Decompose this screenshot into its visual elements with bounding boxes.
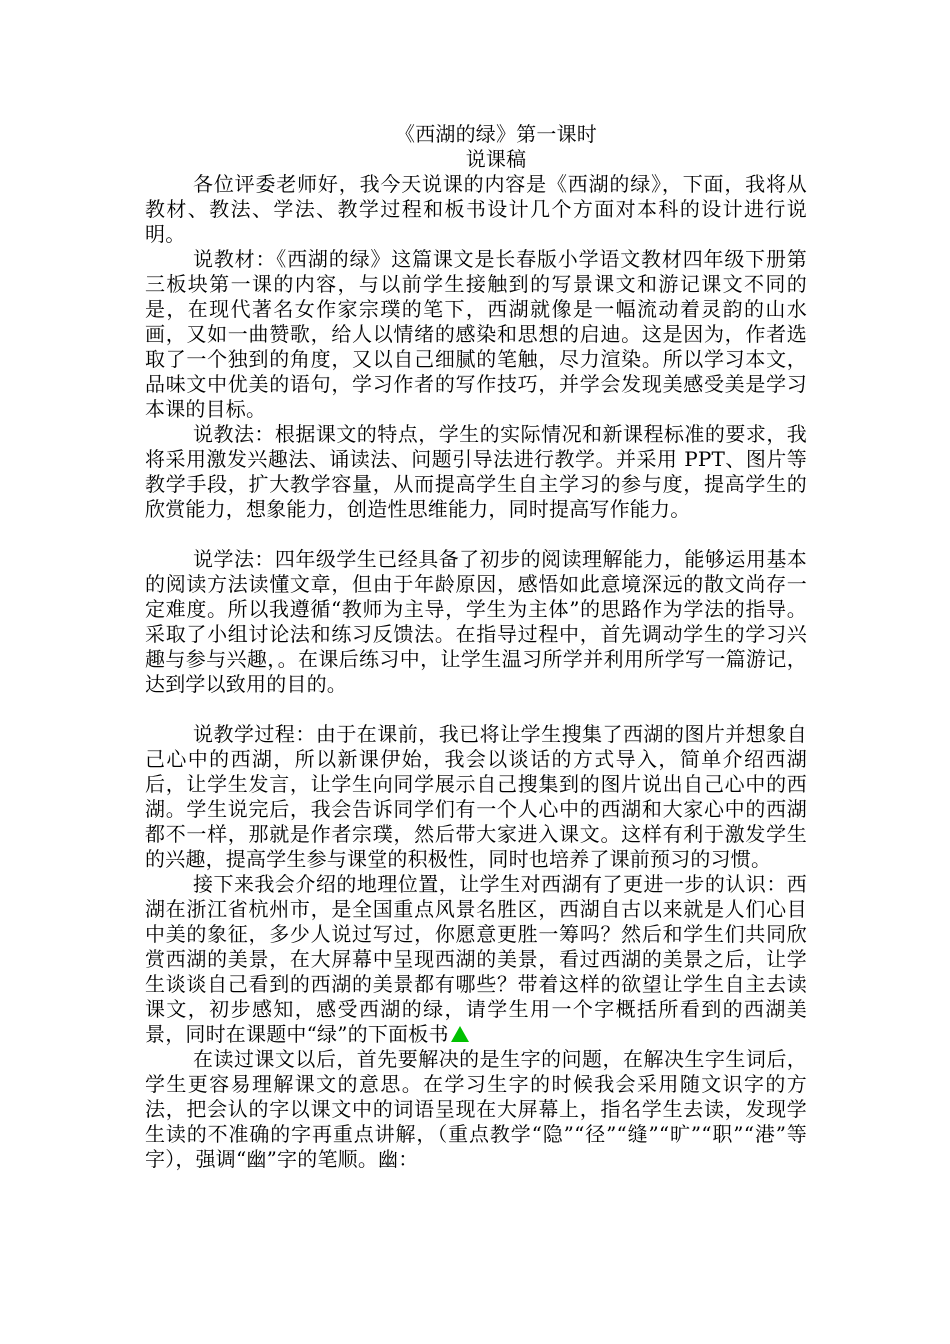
paragraph-spacer xyxy=(145,522,807,547)
paragraph-process: 说教学过程：由于在课前，我已将让学生搜集了西湖的图片并想象自己心中的西湖，所以新课伊始，我会以谈话的方式导入，简单介绍西湖后，让学生发言，让学生向同学展示自己搜集到的图片说出自己心中的西湖。学生说完后，我会告诉同学们有一个人心中的西湖和大家心中的西湖都不一样，那就是作者宗璞，然后带大家进入课文。这样有利于激发学生的兴趣，提高学生参与课堂的积极性，同时也培养了课前预习的习惯。 xyxy=(145,722,807,871)
green-triangle-icon xyxy=(451,1026,469,1042)
paragraph-geography-text: 接下来我会介绍的地理位置，让学生对西湖有了更进一步的认识：西湖在浙江省杭州市，是全国重点风景名胜区，西湖自古以来就是人们心目中美的象征，多少人说过写过，你愿意更胜一筹吗？然后和学生们共同欣赏西湖的美景，在大屏幕中呈现西湖的美景，看过西湖的美景之后，让学生谈谈自己看到的西湖的美景都有哪些？带着这样的欲望让学生自主去读课文，初步感知，感受西湖的绿，请学生用一个字概括所看到的西湖美景，同时在课题中“绿”的下面板书 xyxy=(145,872,807,1046)
document-subtitle: 说课稿 xyxy=(465,147,527,171)
paragraph-learning-method: 说学法：四年级学生已经具备了初步的阅读理解能力，能够运用基本的阅读方法读懂文章，但由于年龄原因，感悟如此意境深远的散文尚存一定难度。所以我遵循“教师为主导，学生为主体”的思路作为学法的指导。采取了小组讨论法和练习反馈法。在指导过程中，首先调动学生的学习兴趣与参与兴趣，。在课后练习中，让学生温习所学并利用所学写一篇游记，达到学以致用的目的。 xyxy=(145,547,807,696)
paragraph-characters: 在读过课文以后，首先要解决的是生字的问题，在解决生字生词后，学生更容易理解课文的意思。在学习生字的时候我会采用随文识字的方法，把会认的字以课文中的词语呈现在大屏幕上，指名学生去读，发现学生读的不准确的字再重点讲解，（重点教学“隐”“径”“缝”“旷”“职”“港”等字），强调“幽”字的笔顺。幽： xyxy=(145,1047,807,1171)
paragraph-material: 说教材：《西湖的绿》这篇课文是长春版小学语文教材四年级下册第三板块第一课的内容，与以前学生接触到的写景课文和游记课文不同的是，在现代著名女作家宗璞的笔下，西湖就像是一幅流动着灵韵的山水画，又如一曲赞歌，给人以情绪的感染和思想的启迪。这是因为，作者选取了一个独到的角度，又以自己细腻的笔触，尽力渲染。所以学习本文，品味文中优美的语句，学习作者的写作技巧，并学会发现美感受美是学习本课的目标。 xyxy=(145,247,807,421)
document-body xyxy=(145,122,807,1172)
paragraph-teaching-method: 说教法：根据课文的特点，学生的实际情况和新课程标准的要求，我将采用激发兴趣法、诵读法、问题引导法进行教学。并采用 PPT、图片等教学手段，扩大教学容量，从而提高学生自主学习的参与度，提高学生的欣赏能力，想象能力，创造性思维能力，同时提高写作能力。 xyxy=(145,422,807,521)
paragraph-geography xyxy=(145,872,807,1047)
document-title: 《西湖的绿》第一课时 xyxy=(395,122,597,146)
paragraph-intro: 各位评委老师好，我今天说课的内容是《西湖的绿》，下面，我将从教材、教法、学法、教学过程和板书设计几个方面对本科的设计进行说明。 xyxy=(145,172,807,246)
paragraph-spacer xyxy=(145,697,807,722)
